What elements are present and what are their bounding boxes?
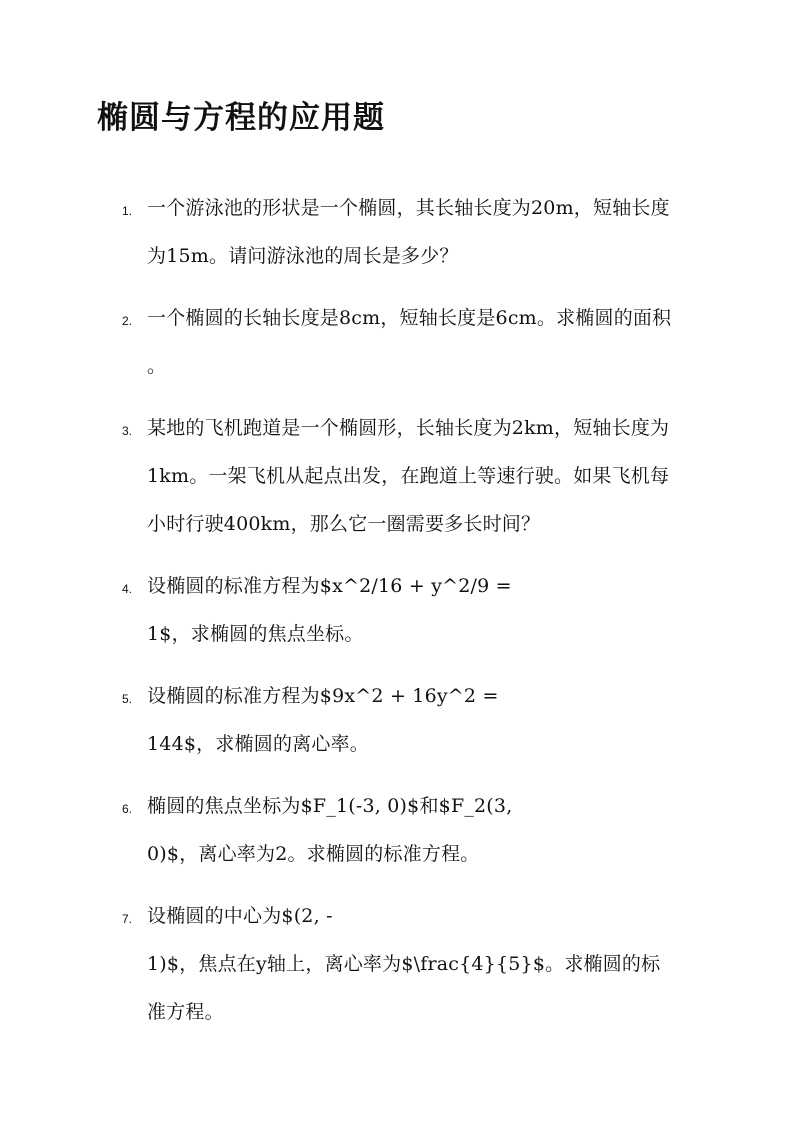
- question-text-line: 1)$，焦点在y轴上，离心率为$\frac{4}{5}$。求椭圆的标: [147, 953, 661, 975]
- question-text-line: 准方程。: [147, 1001, 224, 1023]
- question-text-line: 144$，求椭圆的离心率。: [147, 733, 369, 755]
- page-title: 椭圆与方程的应用题: [97, 100, 385, 136]
- question-text-line: 小时行驶400km，那么它一圈需要多长时间？: [147, 513, 541, 535]
- question-text-line: 设椭圆的标准方程为$9x^2 + 16y^2 =: [147, 685, 499, 707]
- question-number: 2.: [122, 314, 133, 328]
- question-text-line: 设椭圆的标准方程为$x^2/16 + y^2/9 =: [147, 575, 512, 597]
- question-number: 6.: [122, 802, 133, 816]
- question-text-line: 一个椭圆的长轴长度是8cm，短轴长度是6cm。求椭圆的面积: [147, 307, 672, 329]
- question-text-line: 某地的飞机跑道是一个椭圆形，长轴长度为2km，短轴长度为: [147, 417, 670, 439]
- question-number: 5.: [122, 692, 133, 706]
- question-number: 1.: [122, 204, 133, 218]
- question-text-line: 为15m。请问游泳池的周长是多少？: [147, 245, 459, 267]
- question-text-line: 椭圆的焦点坐标为$F_1(-3, 0)$和$F_2(3,: [147, 795, 513, 817]
- question-text-line: 1km。一架飞机从起点出发，在跑道上等速行驶。如果飞机每: [147, 465, 670, 487]
- question-text-line: 一个游泳池的形状是一个椭圆，其长轴长度为20m，短轴长度: [147, 197, 670, 219]
- question-number: 7.: [122, 912, 133, 926]
- question-text-line: 。: [147, 355, 167, 377]
- question-number: 4.: [122, 582, 133, 596]
- question-text-line: 1$，求椭圆的焦点坐标。: [147, 623, 364, 645]
- question-number: 3.: [122, 424, 133, 438]
- question-text-line: 设椭圆的中心为$(2, -: [147, 905, 333, 927]
- question-text-line: 0)$，离心率为2。求椭圆的标准方程。: [147, 843, 480, 865]
